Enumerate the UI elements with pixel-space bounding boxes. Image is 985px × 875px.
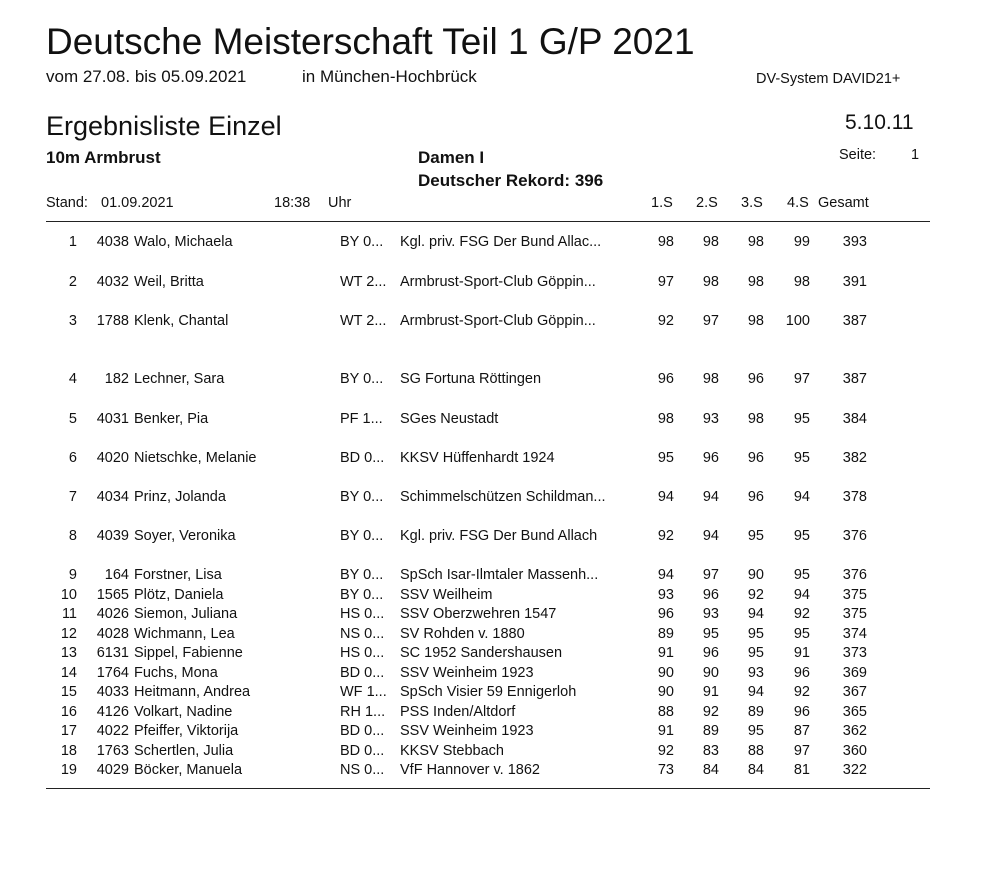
club-name: SG Fortuna Röttingen <box>400 371 542 387</box>
shooter-name: Lechner, Sara <box>134 371 225 387</box>
shooter-name: Nietschke, Melanie <box>134 450 257 466</box>
series-3-score: 95 <box>747 528 764 544</box>
column-header-s2: 2.S <box>696 195 718 211</box>
header-divider <box>46 221 930 222</box>
rank: 15 <box>60 684 77 700</box>
shooter-number: 1565 <box>96 587 129 603</box>
series-4-score: 94 <box>793 489 810 505</box>
total-score: 375 <box>842 606 867 622</box>
table-row <box>0 723 985 741</box>
rank: 3 <box>68 313 77 329</box>
table-row <box>0 665 985 683</box>
page-number: 1 <box>911 147 920 163</box>
record-label: Deutscher Rekord: 396 <box>418 171 604 190</box>
series-1-score: 91 <box>657 645 674 661</box>
class-label: Damen I <box>418 148 485 167</box>
series-1-score: 94 <box>657 567 674 583</box>
series-1-score: 90 <box>657 665 674 681</box>
club-name: Armbrust-Sport-Club Göppin... <box>400 313 596 329</box>
shooter-name: Fuchs, Mona <box>134 665 218 681</box>
list-title: Ergebnisliste Einzel <box>46 111 282 141</box>
shooter-name: Benker, Pia <box>134 411 209 427</box>
stand-date: 01.09.2021 <box>101 195 174 211</box>
club-name: SGes Neustadt <box>400 411 499 427</box>
total-score: 391 <box>842 274 867 290</box>
series-1-score: 90 <box>657 684 674 700</box>
series-4-score: 92 <box>793 684 810 700</box>
series-3-score: 93 <box>747 665 764 681</box>
table-row <box>0 743 985 761</box>
shooter-number: 164 <box>104 567 129 583</box>
series-1-score: 98 <box>657 411 674 427</box>
total-score: 384 <box>842 411 867 427</box>
series-4-score: 95 <box>793 626 810 642</box>
shooter-name: Schertlen, Julia <box>134 743 234 759</box>
date-range: vom 27.08. bis 05.09.2021 <box>46 67 247 86</box>
rank: 16 <box>60 704 77 720</box>
rank: 13 <box>60 645 77 661</box>
club-name: SSV Oberzwehren 1547 <box>400 606 557 622</box>
series-2-score: 83 <box>702 743 719 759</box>
rank: 18 <box>60 743 77 759</box>
table-row <box>0 274 985 292</box>
series-1-score: 97 <box>657 274 674 290</box>
series-2-score: 90 <box>702 665 719 681</box>
shooter-name: Prinz, Jolanda <box>134 489 226 505</box>
series-1-score: 96 <box>657 371 674 387</box>
table-row <box>0 704 985 722</box>
shooter-number: 1764 <box>96 665 129 681</box>
table-row <box>0 528 985 546</box>
series-3-score: 94 <box>747 606 764 622</box>
total-score: 376 <box>842 528 867 544</box>
table-row <box>0 762 985 780</box>
total-score: 376 <box>842 567 867 583</box>
rank: 7 <box>68 489 77 505</box>
rank: 8 <box>68 528 77 544</box>
series-1-score: 73 <box>657 762 674 778</box>
series-3-score: 92 <box>747 587 764 603</box>
rank: 19 <box>60 762 77 778</box>
series-4-score: 96 <box>793 665 810 681</box>
club-name: Kgl. priv. FSG Der Bund Allac... <box>400 234 602 250</box>
club-name: Schimmelschützen Schildman... <box>400 489 606 505</box>
total-score: 375 <box>842 587 867 603</box>
shooter-number: 1788 <box>96 313 129 329</box>
series-2-score: 98 <box>702 234 719 250</box>
shooter-name: Weil, Britta <box>134 274 204 290</box>
club-name: SSV Weilheim <box>400 587 493 603</box>
total-score: 369 <box>842 665 867 681</box>
column-header-s4: 4.S <box>787 195 809 211</box>
stand-unit: Uhr <box>328 195 352 211</box>
table-row <box>0 606 985 624</box>
club-name: SC 1952 Sandershausen <box>400 645 563 661</box>
club-name: KKSV Stebbach <box>400 743 504 759</box>
table-row <box>0 489 985 507</box>
series-2-score: 84 <box>702 762 719 778</box>
shooter-name: Plötz, Daniela <box>134 587 224 603</box>
series-1-score: 94 <box>657 489 674 505</box>
region-code: WF 1... <box>340 684 387 700</box>
rank: 5 <box>68 411 77 427</box>
table-row <box>0 371 985 389</box>
total-score: 367 <box>842 684 867 700</box>
region-code: HS 0... <box>340 645 385 661</box>
rank: 10 <box>60 587 77 603</box>
region-code: BY 0... <box>340 587 384 603</box>
region-code: HS 0... <box>340 606 385 622</box>
club-name: PSS Inden/Altdorf <box>400 704 516 720</box>
series-3-score: 88 <box>747 743 764 759</box>
club-name: VfF Hannover v. 1862 <box>400 762 540 778</box>
rank: 12 <box>60 626 77 642</box>
page-label: Seite: <box>839 147 877 163</box>
region-code: BY 0... <box>340 234 384 250</box>
shooter-name: Forstner, Lisa <box>134 567 222 583</box>
series-2-score: 98 <box>702 274 719 290</box>
club-name: SSV Weinheim 1923 <box>400 723 534 739</box>
table-row <box>0 567 985 585</box>
table-row <box>0 645 985 663</box>
shooter-name: Sippel, Fabienne <box>134 645 243 661</box>
total-score: 322 <box>842 762 867 778</box>
series-4-score: 81 <box>793 762 810 778</box>
shooter-number: 4126 <box>96 704 129 720</box>
series-4-score: 95 <box>793 411 810 427</box>
club-name: SpSch Isar-Ilmtaler Massenh... <box>400 567 599 583</box>
shooter-name: Wichmann, Lea <box>134 626 235 642</box>
series-4-score: 100 <box>785 313 810 329</box>
series-3-score: 89 <box>747 704 764 720</box>
table-row <box>0 587 985 605</box>
club-name: SpSch Visier 59 Ennigerloh <box>400 684 577 700</box>
shooter-name: Siemon, Juliana <box>134 606 238 622</box>
series-1-score: 91 <box>657 723 674 739</box>
series-1-score: 92 <box>657 313 674 329</box>
shooter-name: Volkart, Nadine <box>134 704 233 720</box>
series-3-score: 98 <box>747 313 764 329</box>
series-2-score: 93 <box>702 606 719 622</box>
series-4-score: 99 <box>793 234 810 250</box>
shooter-number: 4033 <box>96 684 129 700</box>
footer-divider <box>46 788 930 789</box>
total-score: 360 <box>842 743 867 759</box>
shooter-number: 4032 <box>96 274 129 290</box>
series-1-score: 98 <box>657 234 674 250</box>
shooter-number: 6131 <box>96 645 129 661</box>
version-number: 5.10.11 <box>845 111 914 134</box>
shooter-number: 182 <box>104 371 129 387</box>
column-header-s3: 3.S <box>741 195 763 211</box>
rank: 14 <box>60 665 77 681</box>
club-name: Armbrust-Sport-Club Göppin... <box>400 274 596 290</box>
series-1-score: 95 <box>657 450 674 466</box>
region-code: BY 0... <box>340 489 384 505</box>
series-2-score: 91 <box>702 684 719 700</box>
column-header-s1: 1.S <box>651 195 673 211</box>
club-name: SV Rohden v. 1880 <box>400 626 525 642</box>
series-4-score: 94 <box>793 587 810 603</box>
series-4-score: 92 <box>793 606 810 622</box>
series-2-score: 96 <box>702 450 719 466</box>
series-1-score: 96 <box>657 606 674 622</box>
region-code: BD 0... <box>340 723 385 739</box>
series-3-score: 95 <box>747 645 764 661</box>
rank: 1 <box>68 234 77 250</box>
region-code: BY 0... <box>340 567 384 583</box>
system-label: DV-System DAVID21+ <box>756 71 901 87</box>
table-row <box>0 450 985 468</box>
rank: 9 <box>68 567 77 583</box>
column-header-total: Gesamt <box>818 195 869 211</box>
total-score: 374 <box>842 626 867 642</box>
total-score: 373 <box>842 645 867 661</box>
region-code: RH 1... <box>340 704 386 720</box>
table-row <box>0 411 985 429</box>
region-code: BD 0... <box>340 665 385 681</box>
region-code: WT 2... <box>340 274 387 290</box>
shooter-number: 4031 <box>96 411 129 427</box>
region-code: BD 0... <box>340 450 385 466</box>
shooter-name: Walo, Michaela <box>134 234 233 250</box>
table-row <box>0 626 985 644</box>
region-code: PF 1... <box>340 411 383 427</box>
series-2-score: 92 <box>702 704 719 720</box>
total-score: 365 <box>842 704 867 720</box>
table-row <box>0 313 985 331</box>
club-name: KKSV Hüffenhardt 1924 <box>400 450 555 466</box>
region-code: WT 2... <box>340 313 387 329</box>
region-code: BY 0... <box>340 371 384 387</box>
series-4-score: 95 <box>793 450 810 466</box>
series-1-score: 93 <box>657 587 674 603</box>
shooter-name: Heitmann, Andrea <box>134 684 251 700</box>
shooter-number: 4039 <box>96 528 129 544</box>
region-code: BD 0... <box>340 743 385 759</box>
series-3-score: 98 <box>747 234 764 250</box>
shooter-name: Klenk, Chantal <box>134 313 229 329</box>
shooter-number: 4038 <box>96 234 129 250</box>
series-2-score: 97 <box>702 567 719 583</box>
rank: 17 <box>60 723 77 739</box>
shooter-number: 4020 <box>96 450 129 466</box>
location: in München-Hochbrück <box>302 67 477 86</box>
series-4-score: 91 <box>793 645 810 661</box>
document-title: Deutsche Meisterschaft Teil 1 G/P 2021 <box>46 21 695 62</box>
series-4-score: 95 <box>793 567 810 583</box>
shooter-name: Böcker, Manuela <box>134 762 243 778</box>
series-3-score: 95 <box>747 626 764 642</box>
series-4-score: 96 <box>793 704 810 720</box>
series-1-score: 92 <box>657 743 674 759</box>
series-2-score: 94 <box>702 528 719 544</box>
series-2-score: 89 <box>702 723 719 739</box>
series-3-score: 96 <box>747 450 764 466</box>
total-score: 393 <box>842 234 867 250</box>
total-score: 387 <box>842 371 867 387</box>
stand-time: 18:38 <box>274 195 311 211</box>
club-name: SSV Weinheim 1923 <box>400 665 534 681</box>
rank: 4 <box>68 371 77 387</box>
series-2-score: 96 <box>702 645 719 661</box>
region-code: BY 0... <box>340 528 384 544</box>
series-2-score: 97 <box>702 313 719 329</box>
total-score: 387 <box>842 313 867 329</box>
shooter-number: 4028 <box>96 626 129 642</box>
series-3-score: 96 <box>747 371 764 387</box>
series-1-score: 89 <box>657 626 674 642</box>
total-score: 378 <box>842 489 867 505</box>
series-2-score: 94 <box>702 489 719 505</box>
rank: 6 <box>68 450 77 466</box>
series-2-score: 96 <box>702 587 719 603</box>
table-row <box>0 684 985 702</box>
series-3-score: 90 <box>747 567 764 583</box>
series-4-score: 98 <box>793 274 810 290</box>
shooter-number: 4034 <box>96 489 129 505</box>
rank: 2 <box>68 274 77 290</box>
shooter-number: 1763 <box>96 743 129 759</box>
series-1-score: 92 <box>657 528 674 544</box>
series-3-score: 84 <box>747 762 764 778</box>
series-4-score: 97 <box>793 371 810 387</box>
rank: 11 <box>61 606 77 622</box>
shooter-name: Pfeiffer, Viktorija <box>134 723 239 739</box>
series-4-score: 95 <box>793 528 810 544</box>
series-3-score: 94 <box>747 684 764 700</box>
region-code: NS 0... <box>340 762 385 778</box>
region-code: NS 0... <box>340 626 385 642</box>
series-2-score: 93 <box>702 411 719 427</box>
series-3-score: 95 <box>747 723 764 739</box>
series-4-score: 97 <box>793 743 810 759</box>
series-4-score: 87 <box>793 723 810 739</box>
shooter-number: 4029 <box>96 762 129 778</box>
series-2-score: 95 <box>702 626 719 642</box>
series-1-score: 88 <box>657 704 674 720</box>
table-row <box>0 234 985 252</box>
series-2-score: 98 <box>702 371 719 387</box>
shooter-number: 4026 <box>96 606 129 622</box>
series-3-score: 98 <box>747 411 764 427</box>
series-3-score: 96 <box>747 489 764 505</box>
stand-label: Stand: <box>46 195 88 211</box>
shooter-name: Soyer, Veronika <box>134 528 236 544</box>
total-score: 382 <box>842 450 867 466</box>
club-name: Kgl. priv. FSG Der Bund Allach <box>400 528 598 544</box>
total-score: 362 <box>842 723 867 739</box>
series-3-score: 98 <box>747 274 764 290</box>
discipline: 10m Armbrust <box>46 148 161 167</box>
shooter-number: 4022 <box>96 723 129 739</box>
